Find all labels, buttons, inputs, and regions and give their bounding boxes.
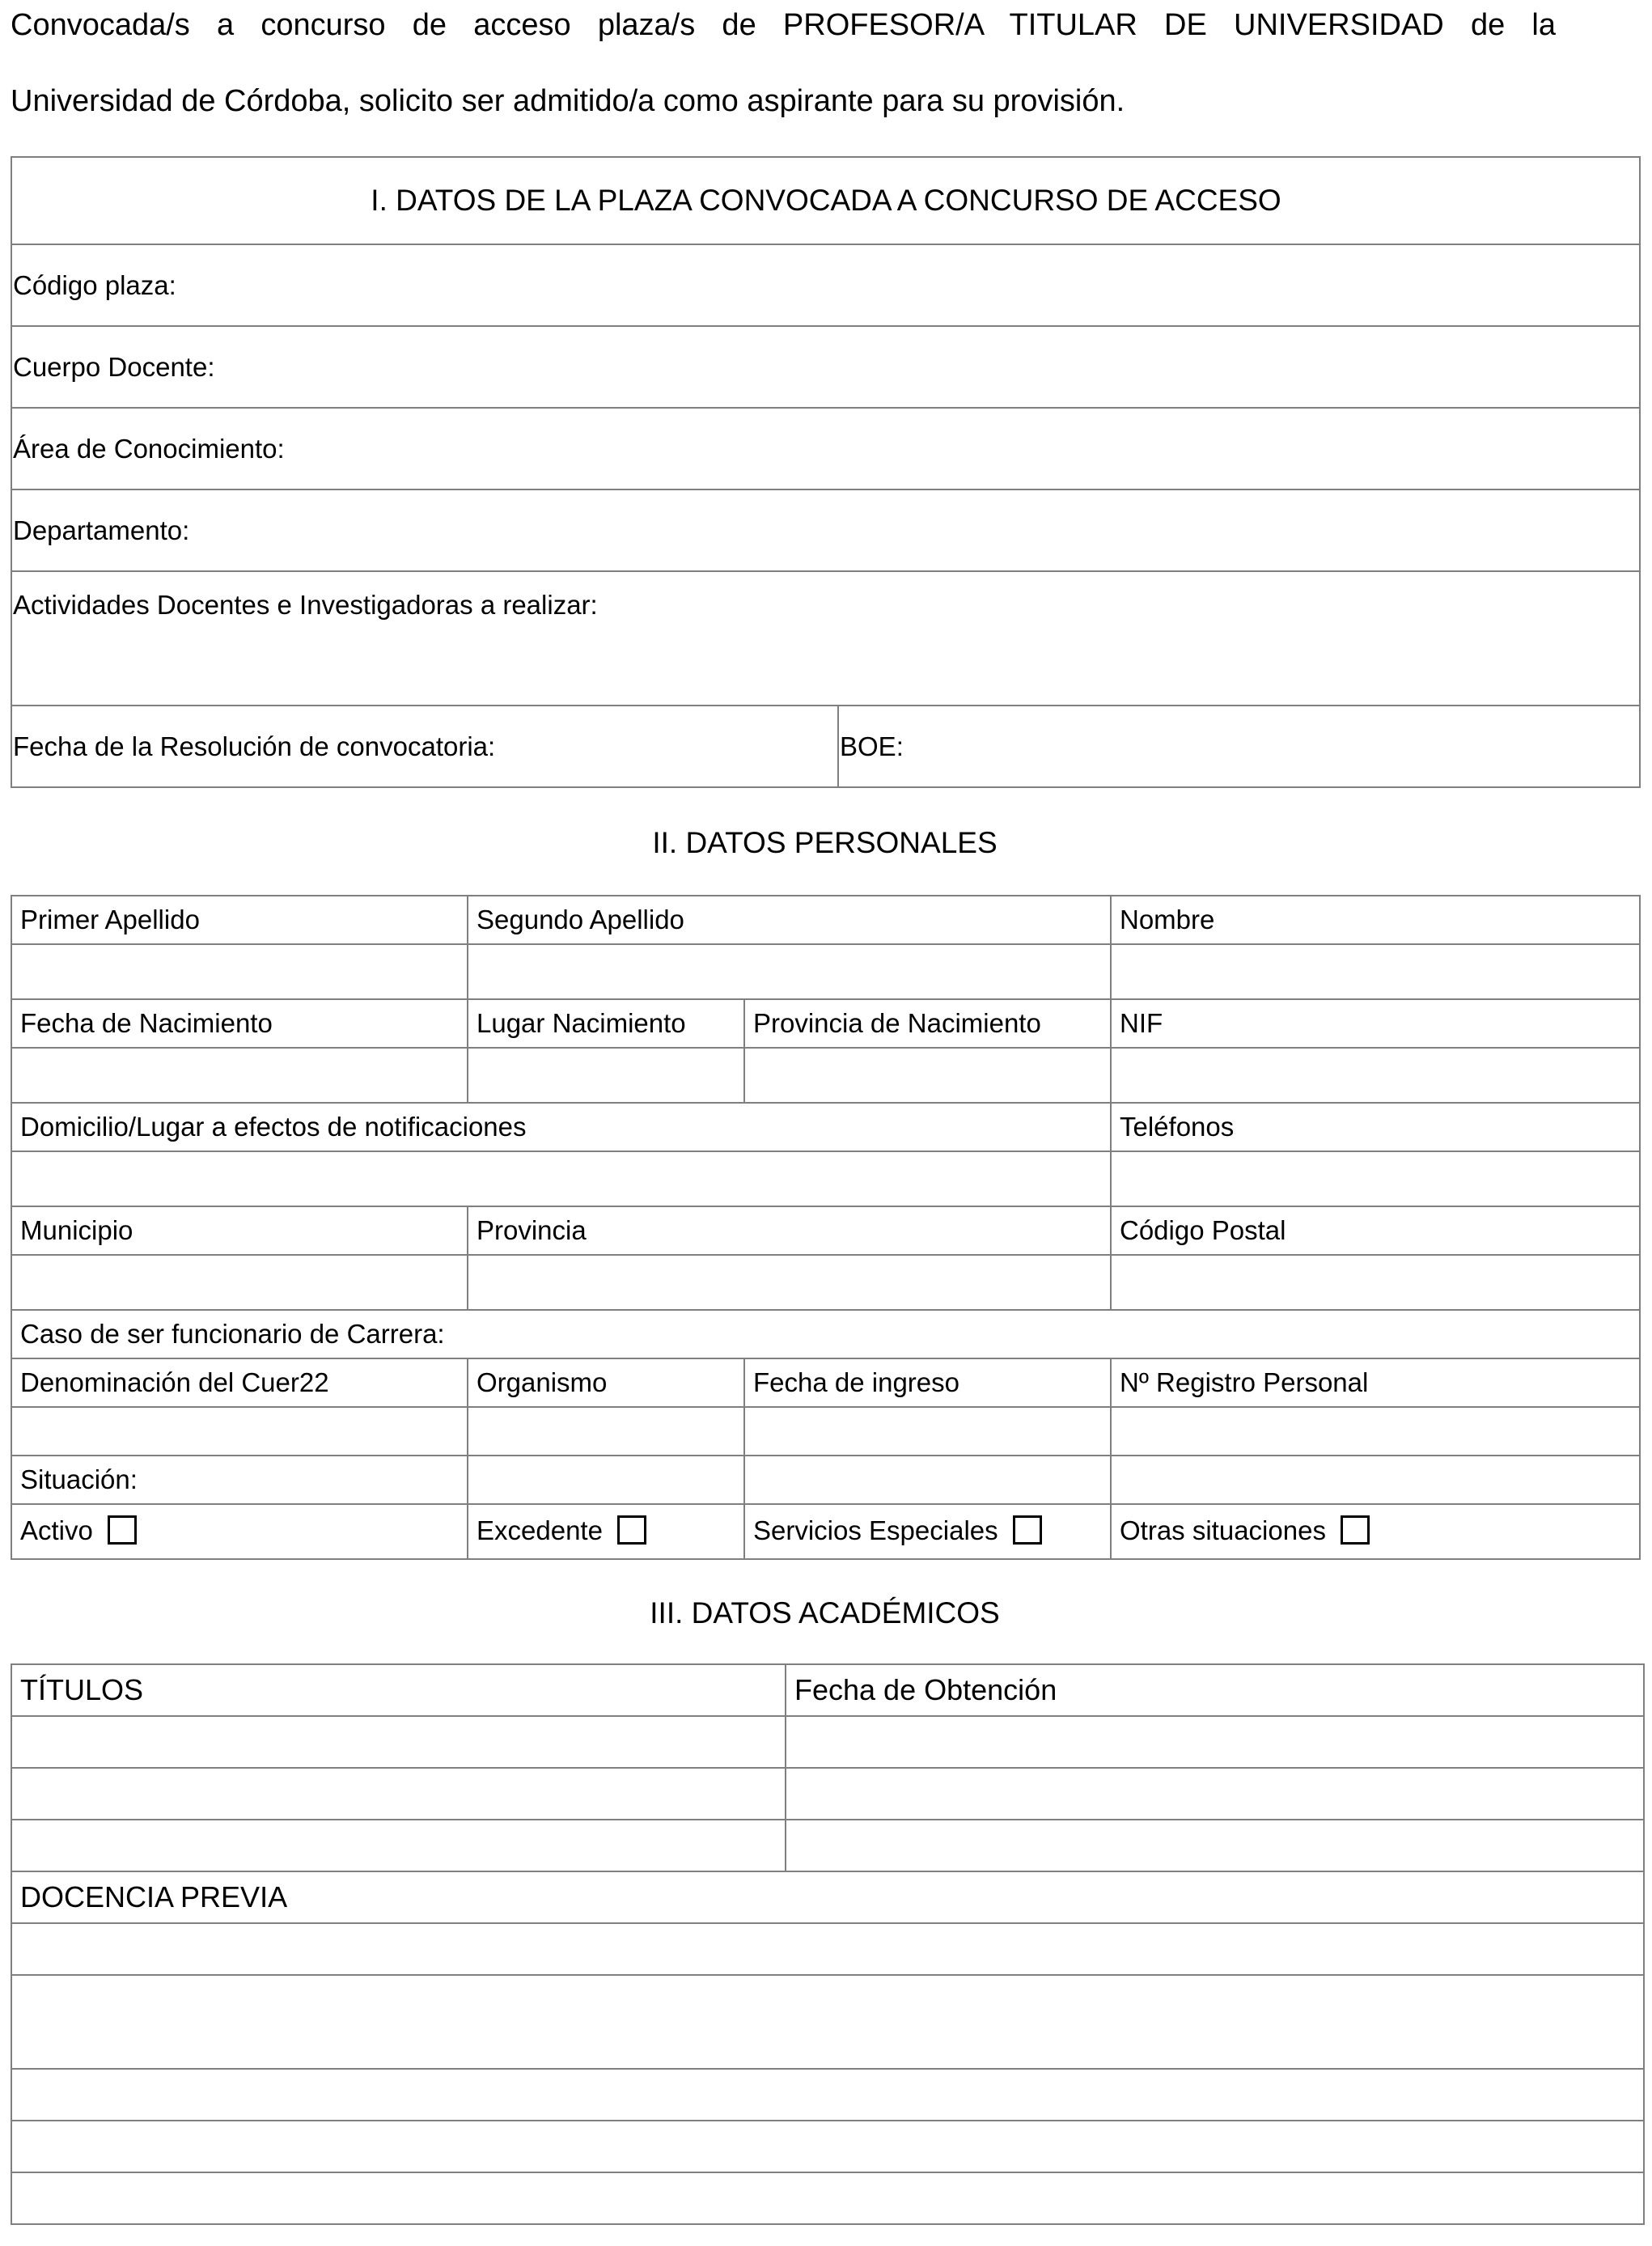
funcionario-label: Caso de ser funcionario de Carrera:: [11, 1310, 1640, 1358]
nombre-input[interactable]: [1111, 944, 1640, 999]
situacion-blank-cell: [1111, 1456, 1640, 1504]
segundo-apellido-input[interactable]: [468, 944, 1111, 999]
academic-data-table: [11, 1663, 1645, 2225]
activo-label: Activo: [20, 1515, 93, 1546]
excedente-label: Excedente: [477, 1515, 603, 1546]
telefonos-input[interactable]: [1111, 1151, 1640, 1206]
docencia-previa-input[interactable]: [11, 2172, 1644, 2224]
organismo-label: Organismo: [468, 1358, 744, 1407]
boe-field[interactable]: BOE:: [838, 706, 1640, 787]
fecha-nacimiento-input[interactable]: [11, 1048, 468, 1103]
titulo-input[interactable]: [11, 1716, 786, 1768]
departamento-field[interactable]: Departamento:: [11, 489, 1640, 571]
section-1-title: I. DATOS DE LA PLAZA CONVOCADA A CONCURSO DE ACCESO: [11, 157, 1640, 244]
titulo-input[interactable]: [11, 1768, 786, 1820]
personal-data-table: [11, 895, 1641, 1560]
domicilio-label: Domicilio/Lugar a efectos de notificaciones: [11, 1103, 1111, 1151]
codigo-postal-label: Código Postal: [1111, 1206, 1640, 1255]
intro-line-2: Universidad de Córdoba, solicito ser admitido/a como aspirante para su provisión.: [11, 84, 1125, 118]
fecha-obtencion-label: Fecha de Obtención: [786, 1664, 1644, 1716]
nombre-label: Nombre: [1111, 896, 1640, 944]
actividades-field[interactable]: Actividades Docentes e Investigadoras a realizar:: [11, 571, 1640, 706]
excedente-checkbox[interactable]: [617, 1515, 646, 1545]
docencia-previa-input[interactable]: [11, 1975, 1644, 2069]
fecha-nacimiento-label: Fecha de Nacimiento: [11, 999, 468, 1048]
fecha-resolucion-field[interactable]: Fecha de la Resolución de convocatoria:: [11, 706, 838, 787]
provincia-input[interactable]: [468, 1255, 1111, 1310]
situacion-blank-cell: [744, 1456, 1111, 1504]
docencia-previa-input[interactable]: [11, 1923, 1644, 1975]
municipio-input[interactable]: [11, 1255, 468, 1310]
nif-label: NIF: [1111, 999, 1640, 1048]
denominacion-label: Denominación del Cuer22: [11, 1358, 468, 1407]
primer-apellido-input[interactable]: [11, 944, 468, 999]
lugar-nacimiento-input[interactable]: [468, 1048, 744, 1103]
fecha-obtencion-input[interactable]: [786, 1820, 1644, 1871]
titulo-input[interactable]: [11, 1820, 786, 1871]
docencia-previa-input[interactable]: [11, 2069, 1644, 2121]
area-conocimiento-field[interactable]: Área de Conocimiento:: [11, 408, 1640, 489]
nif-input[interactable]: [1111, 1048, 1640, 1103]
titulos-label: TÍTULOS: [11, 1664, 786, 1716]
telefonos-label: Teléfonos: [1111, 1103, 1640, 1151]
section-2-title: II. DATOS PERSONALES: [652, 826, 998, 859]
fecha-obtencion-input[interactable]: [786, 1768, 1644, 1820]
fecha-ingreso-label: Fecha de ingreso: [744, 1358, 1111, 1407]
primer-apellido-label: Primer Apellido: [11, 896, 468, 944]
domicilio-input[interactable]: [11, 1151, 1111, 1206]
organismo-input[interactable]: [468, 1407, 744, 1456]
activo-checkbox[interactable]: [108, 1515, 137, 1545]
registro-personal-label: Nº Registro Personal: [1111, 1358, 1640, 1407]
denominacion-input[interactable]: [11, 1407, 468, 1456]
provincia-label: Provincia: [468, 1206, 1111, 1255]
cuerpo-docente-field[interactable]: Cuerpo Docente:: [11, 326, 1640, 408]
otras-situaciones-option: [1111, 1504, 1640, 1559]
servicios-especiales-checkbox[interactable]: [1013, 1515, 1042, 1545]
intro-line-1: Convocada/s a concurso de acceso plaza/s de PROFESOR/A TITULAR DE UNIVERSIDAD de la: [11, 8, 1556, 42]
codigo-plaza-field[interactable]: Código plaza:: [11, 244, 1640, 326]
provincia-nacimiento-label: Provincia de Nacimiento: [744, 999, 1111, 1048]
fecha-ingreso-input[interactable]: [744, 1407, 1111, 1456]
provincia-nacimiento-input[interactable]: [744, 1048, 1111, 1103]
plaza-data-table: [11, 156, 1641, 788]
municipio-label: Municipio: [11, 1206, 468, 1255]
excedente-option: [468, 1504, 744, 1559]
otras-situaciones-checkbox[interactable]: [1341, 1515, 1370, 1545]
situacion-label: Situación:: [11, 1456, 468, 1504]
lugar-nacimiento-label: Lugar Nacimiento: [468, 999, 744, 1048]
activo-option: [11, 1504, 468, 1559]
fecha-obtencion-input[interactable]: [786, 1716, 1644, 1768]
docencia-previa-label: DOCENCIA PREVIA: [11, 1871, 1644, 1923]
section-3-title: III. DATOS ACADÉMICOS: [650, 1596, 1000, 1629]
docencia-previa-input[interactable]: [11, 2121, 1644, 2172]
codigo-postal-input[interactable]: [1111, 1255, 1640, 1310]
registro-personal-input[interactable]: [1111, 1407, 1640, 1456]
otras-situaciones-label: Otras situaciones: [1120, 1515, 1326, 1546]
servicios-especiales-label: Servicios Especiales: [753, 1515, 998, 1546]
servicios-especiales-option: [744, 1504, 1111, 1559]
segundo-apellido-label: Segundo Apellido: [468, 896, 1111, 944]
situacion-blank-cell: [468, 1456, 744, 1504]
